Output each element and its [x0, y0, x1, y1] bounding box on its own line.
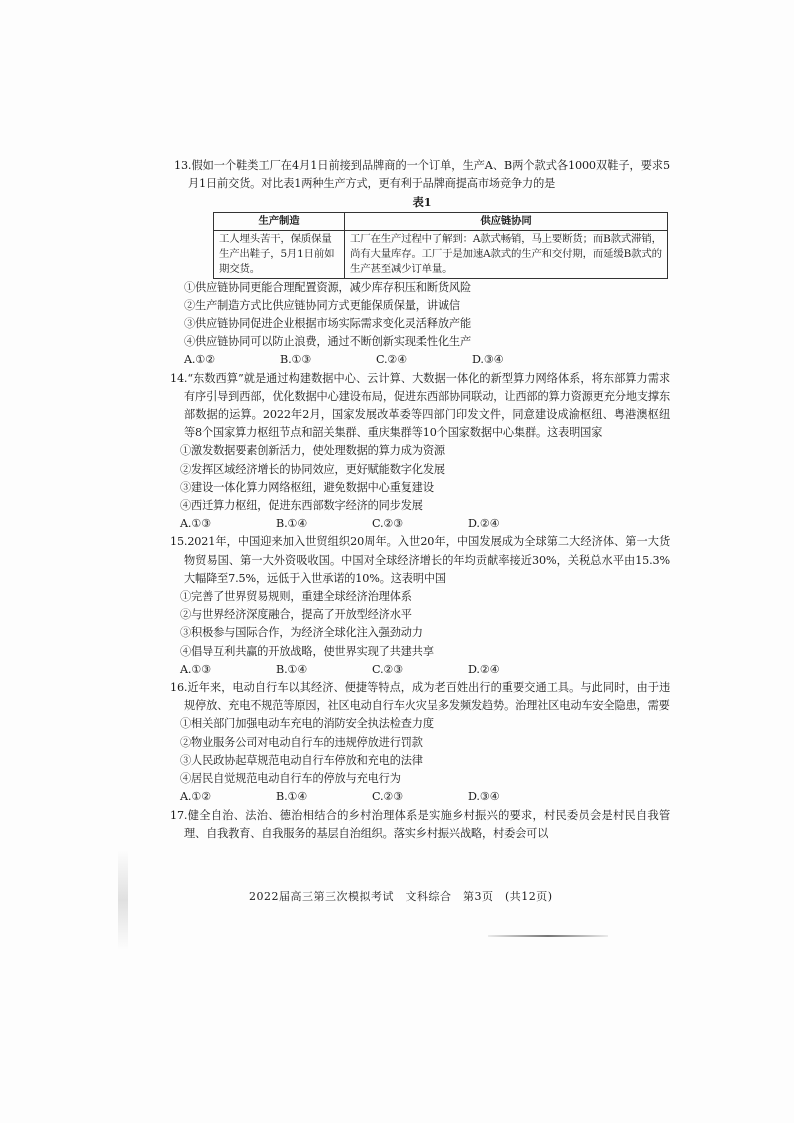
table-cell-manufacturing: 工人埋头苦干，保质保量生产出鞋子，5月1日前如期交货。	[214, 230, 345, 278]
q13-option-3: ③供应链协同促进企业根据市场实际需求变化灵活释放产能	[184, 317, 471, 331]
q15-choice-c: C.②③	[372, 662, 404, 676]
table-row	[214, 230, 668, 278]
scan-shadow-line	[488, 935, 608, 937]
question-14	[170, 370, 670, 534]
question-17	[170, 807, 670, 843]
q14-choice-d: D.②④	[468, 517, 500, 531]
q16-choice-a: A.①②	[180, 790, 212, 804]
q14-option-1: ①激发数据要素创新活力，使处理数据的算力成为资源	[180, 444, 445, 458]
q16-choice-d: D.③④	[468, 790, 500, 804]
question-14-stem: 14.“东数西算”就是通过构建数据中心、云计算、大数据一体化的新型算力网络体系，将东部算力需求有序引导到西部，优化数据中心建设布局，促进东西部协同联动，让西部的算力资源更充分地支撑东部数据的运算。2022年2月，国家发展改革委等四部门印发文件，同意建设成渝枢纽、粤港澳枢纽等8个国家算力枢纽节点和韶关集群、重庆集群等10个国家数据中心集群。这表明国家	[170, 371, 670, 440]
q14-option-3: ③建设一体化算力网络枢纽，避免数据中心重复建设	[180, 480, 434, 494]
scan-smudge	[118, 850, 128, 950]
question-16	[170, 679, 670, 806]
q15-option-2: ②与世界经济深度融合，提高了开放型经济水平	[180, 608, 412, 622]
q16-choice-b: B.①④	[276, 790, 308, 804]
table-header-manufacturing: 生产制造	[214, 212, 345, 230]
q15-choice-b: B.①④	[276, 662, 308, 676]
q14-choice-c: C.②③	[372, 517, 404, 531]
question-17-stem: 17.健全自治、法治、德治相结合的乡村治理体系是实施乡村振兴的要求，村民委员会是村民自我管理、自我教育、自我服务的基层自治组织。落实乡村振兴战略，村委会可以	[170, 808, 670, 840]
q14-option-4: ④西迁算力枢纽，促进东西部数字经济的同步发展	[180, 499, 423, 513]
q16-choices	[170, 788, 670, 806]
table-1-title: 表1	[412, 195, 432, 210]
table-header-row	[214, 212, 668, 230]
q15-option-3: ③积极参与国际合作，为经济全球化注入强劲动力	[180, 626, 423, 640]
q13-choice-b: B.①③	[280, 353, 312, 367]
question-15-stem: 15.2021年，中国迎来加入世贸组织20周年。入世20年，中国发展成为全球第二大经济体、第一大货物贸易国、第一大外资吸收国。中国对全球经济增长的年均贡献率接近30%，关税总水平由15.3%大幅降至7.5%，远低于入世承诺的10%。这表明中国	[170, 535, 670, 585]
q13-choice-c: C.②④	[376, 353, 408, 367]
question-16-stem: 16.近年来，电动自行车以其经济、便捷等特点，成为老百姓出行的重要交通工具。与此同时，由于违规停放、充电不规范等原因，社区电动自行车火灾呈多发频发趋势。治理社区电动车安全隐患，需要	[170, 681, 670, 713]
q13-choices	[174, 351, 670, 369]
q13-option-1: ①供应链协同更能合理配置资源，减少库存积压和断货风险	[184, 280, 471, 294]
q14-option-2: ②发挥区域经济增长的协同效应，更好赋能数字化发展	[180, 462, 445, 476]
q13-option-4: ④供应链协同可以防止浪费，通过不断创新实现柔性化生产	[184, 335, 471, 349]
q14-choice-b: B.①④	[276, 517, 308, 531]
q13-choice-a: A.①②	[184, 353, 216, 367]
questions-area	[170, 157, 670, 843]
q15-option-1: ①完善了世界贸易规则，重建全球经济治理体系	[180, 590, 412, 604]
q14-choice-a: A.①③	[180, 517, 212, 531]
q14-choices	[170, 515, 670, 533]
q13-option-2: ②生产制造方式比供应链协同方式更能保质保量，讲诚信	[184, 298, 460, 312]
q16-choice-c: C.②③	[372, 790, 404, 804]
q16-option-2: ②物业服务公司对电动自行车的违规停放进行罚款	[180, 735, 423, 749]
q15-choices	[170, 661, 670, 679]
page-footer: 2022届高三第三次模拟考试 文科综合 第3页 (共12页)	[249, 890, 553, 903]
table-cell-supply-chain: 工厂在生产过程中了解到：A款式畅销，马上要断货；而B款式滞销，尚有大量库存。工厂于是加速A款式的生产和交付期，而延缓B款式的生产甚至减少订单量。	[345, 230, 668, 278]
q13-choice-d: D.③④	[472, 353, 504, 367]
table-header-supply-chain: 供应链协同	[345, 212, 668, 230]
q16-option-4: ④居民自觉规范电动自行车的停放与充电行为	[180, 772, 401, 786]
q15-choice-a: A.①③	[180, 662, 212, 676]
comparison-table	[213, 212, 668, 279]
question-13-stem: 13.假如一个鞋类工厂在4月1日前接到品牌商的一个订单，生产A、B两个款式各1000双鞋子，要求5月1日前交货。对比表1两种生产方式，更有利于品牌商提高市场竞争力的是	[174, 159, 670, 191]
question-15	[170, 533, 670, 679]
q16-option-1: ①相关部门加强电动车充电的消防安全执法检查力度	[180, 717, 434, 731]
q16-option-3: ③人民政协起草规范电动自行车停放和充电的法律	[180, 753, 423, 767]
q15-option-4: ④倡导互利共赢的开放战略，使世界实现了共建共享	[180, 644, 434, 658]
question-13	[174, 157, 670, 370]
q15-choice-d: D.②④	[468, 662, 500, 676]
